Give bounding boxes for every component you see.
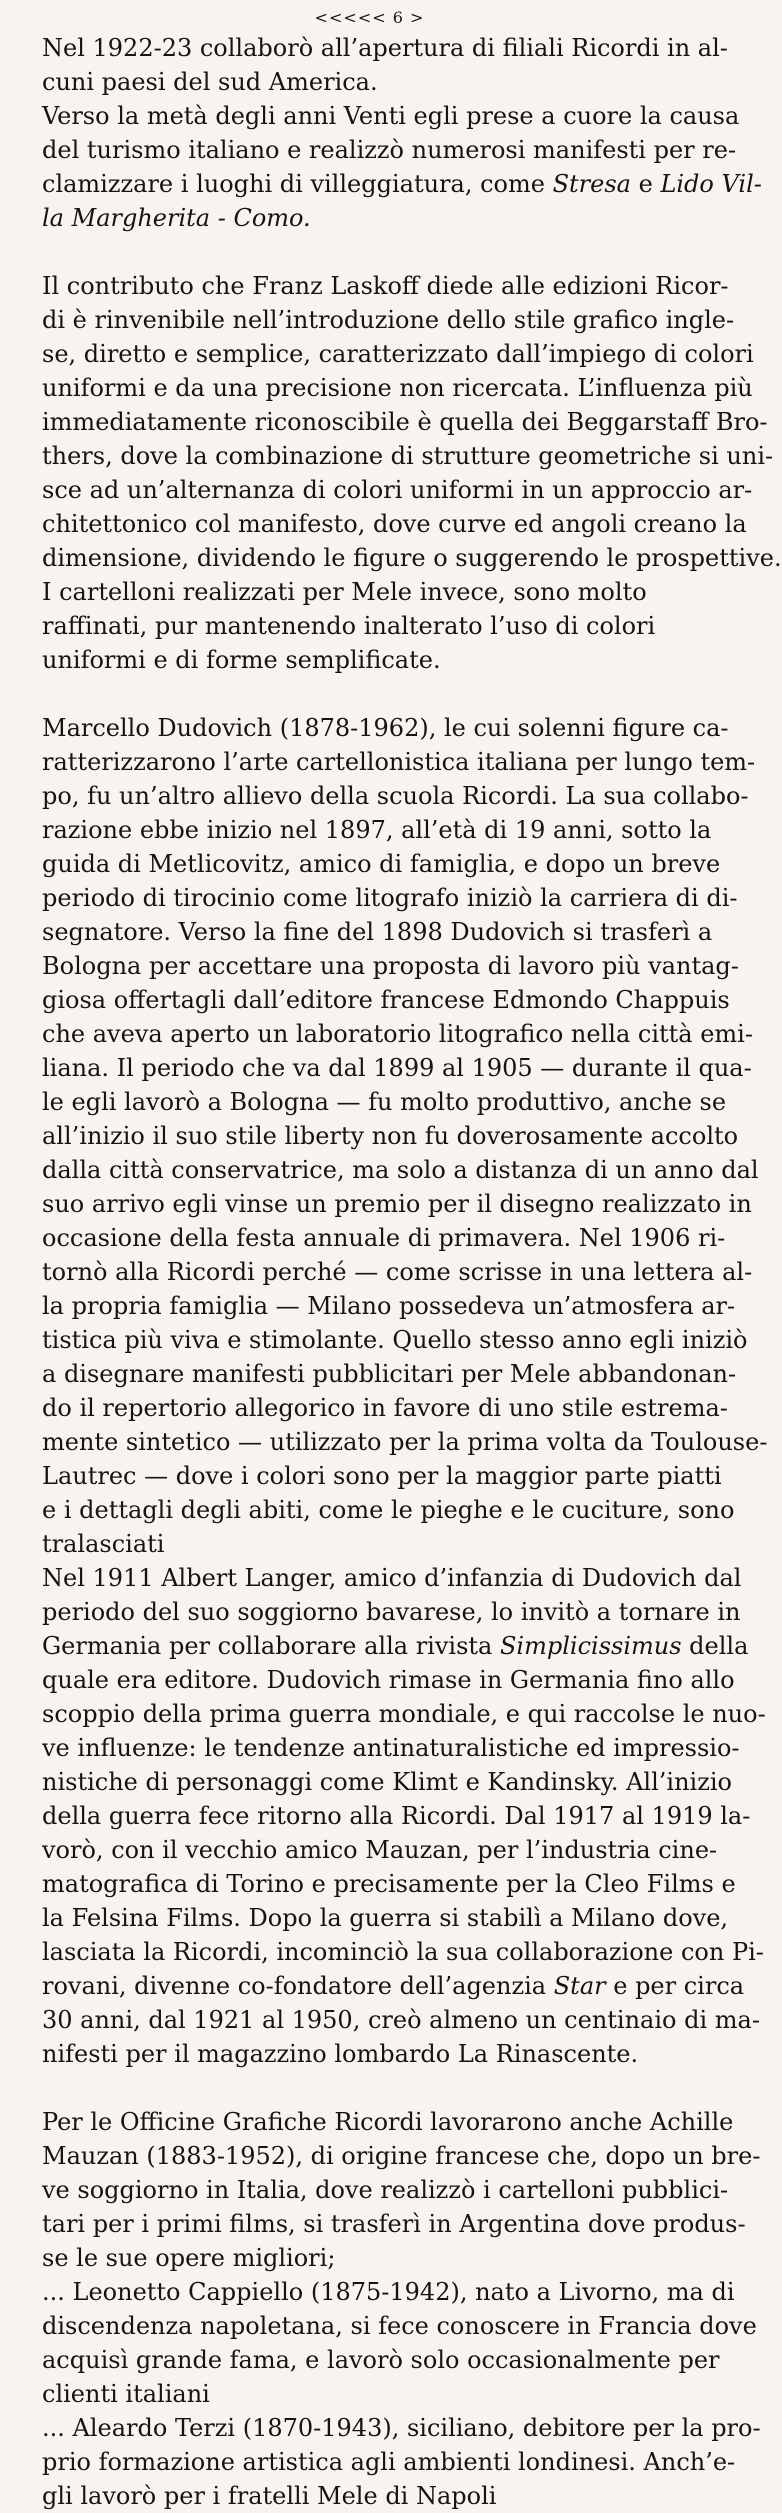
text-line: e i dettagli degli abiti, come le pieghe e le cuciture, sono (42, 1496, 735, 1524)
text-run: e per circa (605, 1972, 745, 2000)
text-line: gli lavorò per i fratelli Mele di Napoli (42, 2482, 497, 2510)
text-line: razione ebbe inizio nel 1897, all’età di 19 anni, sotto la (42, 816, 712, 844)
text-line: Marcello Dudovich (1878-1962), le cui solenni figure ca- (42, 714, 729, 742)
text-line: ve influenze: le tendenze antinaturalistiche ed impressio- (42, 1734, 740, 1762)
text-run: clamizzare i luoghi di villeggiatura, come (42, 170, 545, 198)
text-line: uniformi e da una precisione non ricercata. L’influenza più (42, 374, 753, 402)
text-line: se, diretto e semplice, caratterizzato dall’impiego di colori (42, 340, 754, 368)
text-line: sce ad un’alternanza di colori uniformi in un approccio ar- (42, 476, 753, 504)
text-line: mente sintetico — utilizzato per la prima volta da Toulouse- (42, 1428, 768, 1456)
text-line: periodo del suo soggiorno bavarese, lo invitò a tornare in (42, 1598, 741, 1626)
text-line: tornò alla Ricordi perché — come scrisse in una lettera al- (42, 1258, 753, 1286)
text-line: chitettonico col manifesto, dove curve ed angoli creano la (42, 510, 747, 538)
paragraph-3 (42, 711, 768, 1561)
text-line: quale era editore. Dudovich rimase in Germania fino allo (42, 1666, 735, 1694)
text-line: ... Leonetto Cappiello (1875-1942), nato a Livorno, ma di (42, 2278, 735, 2306)
text-line: Il contributo che Franz Laskoff diede alle edizioni Ricor- (42, 272, 729, 300)
text-line: ve soggiorno in Italia, dove realizzò i cartelloni pubblici- (42, 2176, 729, 2204)
text-line: la Felsina Films. Dopo la guerra si stabilì a Milano dove, (42, 1904, 729, 1932)
text-line: giosa offertagli dall’editore francese Edmondo Chappuis (42, 986, 730, 1014)
text-line: vorò, con il vecchio amico Mauzan, per l’industria cine- (42, 1836, 718, 1864)
text-line: della guerra fece ritorno alla Ricordi. Dal 1917 al 1919 la- (42, 1802, 751, 1830)
text-line (42, 201, 682, 235)
text-line: la propria famiglia — Milano possedeva un’atmosfera ar- (42, 1292, 736, 1320)
text-line: periodo di tirocinio come litografo iniziò la carriera di di- (42, 884, 738, 912)
text-line (42, 1969, 745, 2003)
italic-place-lido: Lido Vil- (660, 170, 762, 198)
italic-place-stresa: Stresa (552, 170, 631, 198)
text-line: all’inizio il suo stile liberty non fu doverosamente accolto (42, 1122, 739, 1150)
text-line: Per le Officine Grafiche Ricordi lavorarono anche Achille (42, 2108, 734, 2136)
text-line: del turismo italiano e realizzò numerosi manifesti per re- (42, 136, 737, 164)
text-run: della (681, 1632, 749, 1660)
text-run: rovani, divenne co-fondatore dell’agenzia (42, 1972, 547, 2000)
text-line: lasciata la Ricordi, incominciò la sua collaborazione con Pi- (42, 1938, 764, 1966)
text-line: suo arrivo egli vinse un premio per il disegno realizzato in (42, 1190, 752, 1218)
paragraph-1 (42, 31, 762, 235)
text-line: tistica più viva e stimolante. Quello stesso anno egli iniziò (42, 1326, 748, 1354)
text-line: immediatamente riconoscibile è quella dei Beggarstaff Bro- (42, 408, 768, 436)
text-line: matografica di Torino e precisamente per la Cleo Films e (42, 1870, 736, 1898)
text-line: tralasciati (42, 1530, 165, 1558)
text-line: prio formazione artistica agli ambienti londinesi. Anch’e- (42, 2448, 736, 2476)
text-line: a disegnare manifesti pubblicitari per Mele abbandonan- (42, 1360, 737, 1388)
text-line (42, 167, 762, 201)
text-line: ratterizzarono l’arte cartellonistica italiana per lungo tem- (42, 748, 756, 776)
text-line: po, fu un’altro allievo della scuola Ricordi. La sua collabo- (42, 782, 749, 810)
text-line: dimensione, dividendo le figure o suggerendo le prospettive. (42, 544, 782, 572)
text-line: Nel 1922-23 collaborò all’apertura di filiali Ricordi in al- (42, 34, 728, 62)
text-line: uniformi e di forme semplificate. (42, 646, 441, 674)
text-line: dalla città conservatrice, ma solo a distanza di un anno dal (42, 1156, 759, 1184)
text-line: nifesti per il magazzino lombardo La Rinascente. (42, 2040, 639, 2068)
text-line: guida di Metlicovitz, amico di famiglia, e dopo un breve (42, 850, 721, 878)
text-line: che aveva aperto un laboratorio litografico nella città emi- (42, 1020, 753, 1048)
text-line: thers, dove la combinazione di strutture geometriche si uni- (42, 442, 774, 470)
text-line: cuni paesi del sud America. (42, 68, 378, 96)
paragraph-4 (42, 1561, 766, 2071)
text-line (42, 1629, 749, 1663)
italic-agency-name: Star (553, 1972, 606, 2000)
text-line: Lautrec — dove i colori sono per la maggior parte piatti (42, 1462, 722, 1490)
text-line: le egli lavorò a Bologna — fu molto produttivo, anche se (42, 1088, 727, 1116)
italic-place-lido-cont: la Margherita - Como. (42, 204, 311, 232)
text-run: e (630, 170, 661, 198)
text-line: Mauzan (1883-1952), di origine francese che, dopo un bre- (42, 2142, 761, 2170)
italic-magazine-title: Simplicissimus (499, 1632, 682, 1660)
text-line: tari per i primi films, si trasferì in Argentina dove produs- (42, 2210, 746, 2238)
paragraph-2 (42, 269, 782, 677)
text-line: Bologna per accettare una proposta di lavoro più vantag- (42, 952, 739, 980)
text-line: acquisì grande fama, e lavorò solo occasionalmente per (42, 2346, 720, 2374)
paragraph-5 (42, 2105, 761, 2513)
page-number: <<<<< 6 > (314, 8, 425, 27)
text-line: do il repertorio allegorico in favore di uno stile estrema- (42, 1394, 728, 1422)
text-line: scoppio della prima guerra mondiale, e qui raccolse le nuo- (42, 1700, 766, 1728)
text-line: nistiche di personaggi come Klimt e Kandinsky. All’inizio (42, 1768, 732, 1796)
text-line: Nel 1911 Albert Langer, amico d’infanzia di Dudovich dal (42, 1564, 742, 1592)
text-line: raffinati, pur mantenendo inalterato l’uso di colori (42, 612, 656, 640)
text-run: Germania per collaborare alla rivista (42, 1632, 500, 1660)
text-line: clienti italiani (42, 2380, 210, 2408)
text-line: Verso la metà degli anni Venti egli prese a cuore la causa (42, 102, 740, 130)
text-line: occasione della festa annuale di primavera. Nel 1906 ri- (42, 1224, 726, 1252)
text-line: discendenza napoletana, si fece conoscere in Francia dove (42, 2312, 757, 2340)
text-line: I cartelloni realizzati per Mele invece, sono molto (42, 578, 647, 606)
text-line: segnatore. Verso la fine del 1898 Dudovich si trasferì a (42, 918, 713, 946)
text-line: 30 anni, dal 1921 al 1950, creò almeno un centinaio di ma- (42, 2006, 760, 2034)
text-line: se le sue opere migliori; (42, 2244, 336, 2272)
text-line: liana. Il periodo che va dal 1899 al 1905 — durante il qua- (42, 1054, 752, 1082)
text-line: ... Aleardo Terzi (1870-1943), siciliano, debitore per la pro- (42, 2414, 761, 2442)
body-text (42, 31, 782, 2513)
text-line: di è rinvenibile nell’introduzione dello stile grafico ingle- (42, 306, 735, 334)
